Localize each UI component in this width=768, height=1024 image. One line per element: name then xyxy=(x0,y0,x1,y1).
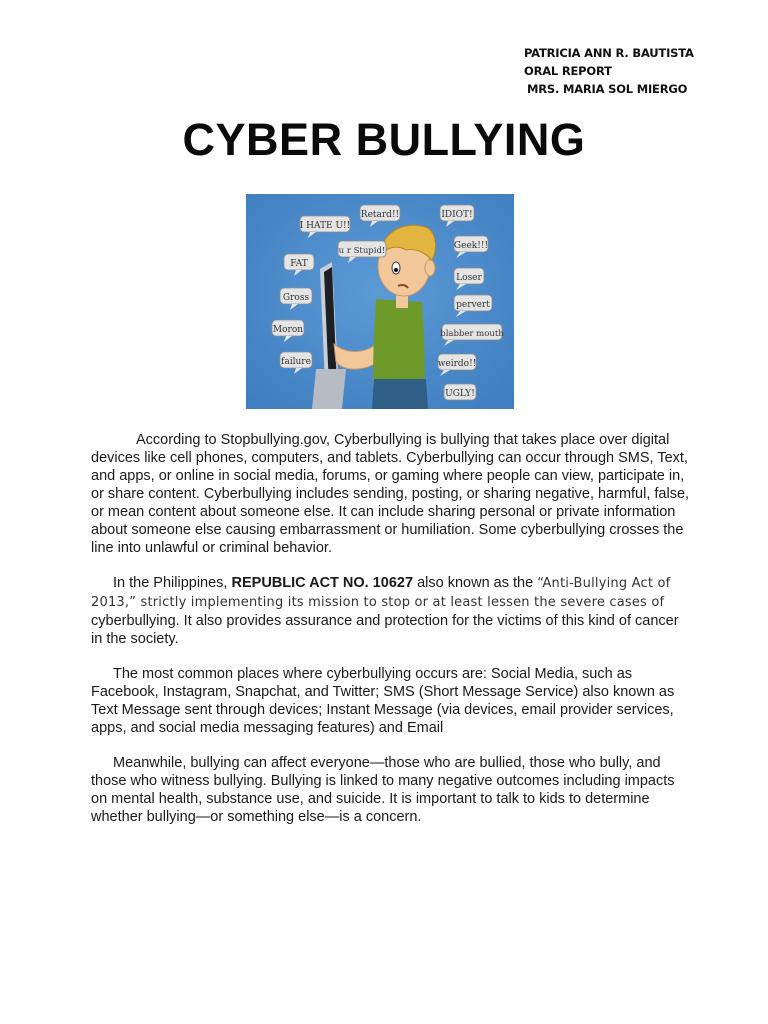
paragraph-effects: Meanwhile, bullying can affect everyone—those who are bullied, those who bully, and those who witness bullying. Bullying is linked to many negative outcomes including impacts on mental health, substance use, and suicide. It is important to talk to kids to determine whether bullying—or something else—is a concern. xyxy=(91,755,675,825)
bubble-text: UGLY! xyxy=(445,389,475,399)
paragraph-definition: According to Stopbullying.gov, Cyberbullying is bullying that takes place over digital devices like cell phones, computers, and tablets. Cyberbullying can occur through SMS, Text, and apps, or online in social media, forums, or gaming where people can view, participate in, or share content. Cyberbullying includes sending, posting, or sharing negative, harmful, false, or mean content about someone else. It can include sharing personal or private information about someone else causing embarrassment or humiliation. Some cyberbullying crosses the line into unlawful or criminal behavior. xyxy=(91,432,690,556)
bubble-text: u r Stupid! xyxy=(338,246,386,256)
bubble-text: Retard!! xyxy=(360,210,400,220)
anti-bullying-act-text: “Anti-Bullying Act of 2013,” strictly implementing its mission to stop or at least lessen the severe cases of xyxy=(91,576,671,610)
bubble-text: weirdo!! xyxy=(437,359,477,369)
document-body xyxy=(91,431,691,843)
p2-known-as: also known as the xyxy=(413,575,538,591)
bubble-text: failure xyxy=(281,357,311,367)
bubble-text: FAT xyxy=(290,259,308,269)
bubble-text: Gross xyxy=(282,293,310,303)
illustration-svg xyxy=(246,194,514,409)
document-title: CYBER BULLYING xyxy=(182,114,586,165)
cyberbullying-illustration xyxy=(246,194,514,409)
author-header xyxy=(524,44,694,98)
bubble-text: Geek!!! xyxy=(453,241,489,251)
bubble-ugly xyxy=(444,384,476,400)
teacher-name: MRS. MARIA SOL MIERGO xyxy=(527,82,688,96)
author-name: PATRICIA ANN R. BAUTISTA xyxy=(524,46,694,60)
republic-act-number: REPUBLIC ACT NO. 10627 xyxy=(231,575,414,591)
report-type: ORAL REPORT xyxy=(524,64,612,78)
bubble-text: Moron xyxy=(272,325,304,335)
paragraph-philippines-law xyxy=(91,574,691,648)
bubble-text: pervert xyxy=(456,300,490,310)
bubble-text: Loser xyxy=(456,273,482,283)
bubble-text: I HATE U!! xyxy=(299,221,351,231)
paragraph-common-places: The most common places where cyberbullying occurs are: Social Media, such as Facebook, Instagram, Snapchat, and Twitter; SMS (Short Message Service) also known as Text Message sent through devices; Instant Message (via devices, email provider services, apps, and social media messaging features) and Email xyxy=(91,666,675,736)
bubble-text: blabber mouth xyxy=(440,329,504,339)
p2-rest: cyberbullying. It also provides assurance and protection for the victims of this kind of cancer in the society. xyxy=(91,613,679,647)
p2-intro: In the Philippines, xyxy=(113,575,232,591)
bubble-text: IDIOT! xyxy=(441,210,473,220)
